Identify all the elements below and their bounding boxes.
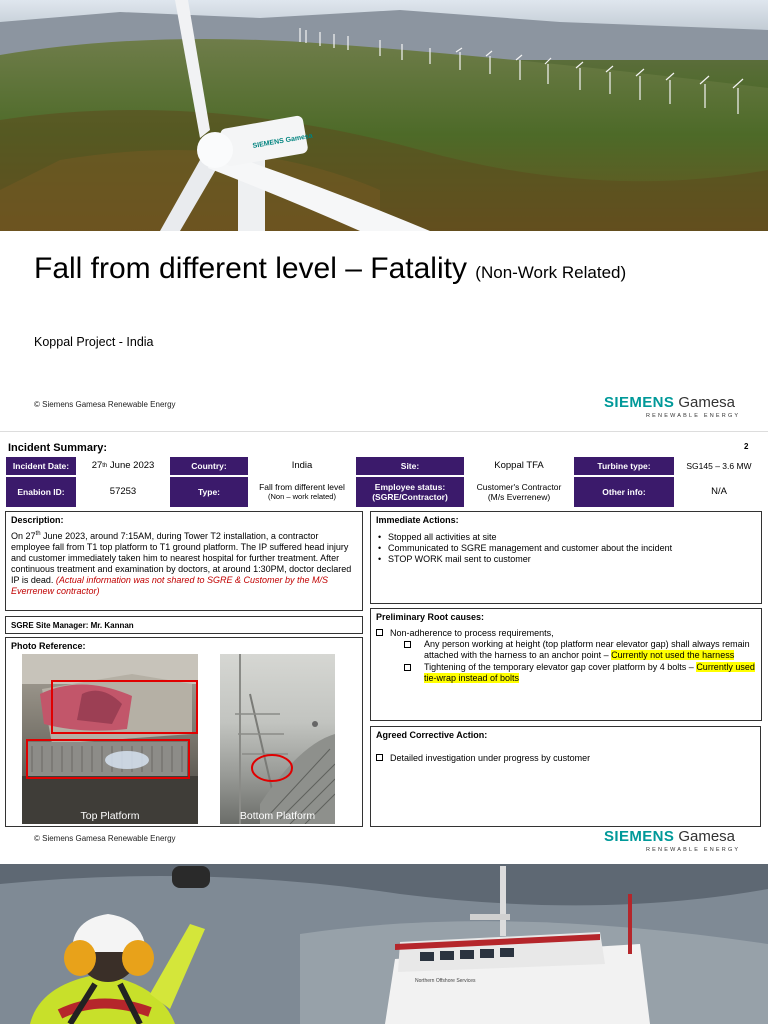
checkbox-square-icon [376, 754, 383, 761]
immediate-action-item: • Stopped all activities at site [376, 532, 756, 543]
enabion-id-label: Enabion ID: [6, 477, 76, 507]
incident-date-rest: June 2023 [107, 460, 155, 471]
corrective-action-item [376, 753, 755, 764]
logo-word-gamesa: Gamesa [678, 828, 736, 845]
immediate-actions-box [370, 511, 762, 604]
logo-tagline: RENEWABLE ENERGY [646, 847, 741, 853]
site-manager-box: SGRE Site Manager: Mr. Kannan [5, 616, 363, 634]
incident-date-day: 27 [91, 460, 103, 471]
hub-brand-text: SIEMENS Gamesa [252, 132, 314, 150]
vessel-name-text: Northern Offshore Services [415, 978, 476, 984]
checkbox-square-icon [404, 664, 411, 671]
siemens-gamesa-logo [604, 828, 744, 853]
checkbox-square-icon [376, 629, 383, 636]
slide-title [34, 252, 626, 290]
root-cause-sub-1-text: Any person working at height (top platform near elevator gap) shall always remain attached with the harness to an anchor point – [424, 639, 750, 660]
offshore-scene-illustration [0, 864, 768, 1024]
type-value [250, 477, 354, 507]
slide-title-sub: (Non-Work Related) [475, 263, 627, 282]
country-value: India [291, 460, 313, 471]
turbine-type-value: SG145 – 3.6 MW [686, 461, 752, 471]
logo-word-gamesa: Gamesa [678, 394, 736, 411]
incident-summary-slide [0, 431, 768, 864]
offshore-worker-image [0, 864, 768, 1024]
type-value-line2: (Non – work related) [268, 492, 336, 501]
site-label: Site: [356, 457, 464, 475]
enabion-id-value: 57253 [109, 486, 137, 497]
description-text-a: On 27 [11, 531, 36, 541]
immediate-actions-list [376, 532, 756, 565]
root-cause-main [376, 628, 756, 639]
description-text-sup: th [35, 531, 41, 537]
turbine-type-label: Turbine type: [574, 457, 674, 475]
photo-reference-heading: Photo Reference: [11, 641, 86, 651]
top-platform-photo-illustration [22, 654, 198, 824]
employee-status-label-line1: Employee status: [374, 482, 446, 492]
root-causes-heading: Preliminary Root causes: [376, 612, 485, 622]
root-causes-box [370, 608, 762, 721]
description-text-b: June 2023, around 7:15AM, during Tower T2 installation, a contractor employee fall from T1 top platform to T1 ground platform. The IP suffered head injury and customer immediately taken him to nearest hospital for further treatment. After continuous treatment and examination by doctors, at around 1:30PM, doctor declared IP is dead. [11, 531, 352, 585]
bottom-platform-photo-illustration [220, 654, 335, 824]
type-label: Type: [170, 477, 248, 507]
hero-wind-farm-image [0, 0, 768, 231]
bottom-platform-caption: Bottom Platform [239, 810, 316, 822]
root-cause-sub-1 [404, 639, 756, 661]
incident-date-label: Incident Date: [6, 457, 76, 475]
type-value-line1: Fall from different level [259, 482, 345, 492]
page-number: 2 [744, 442, 749, 451]
description-text [11, 529, 357, 597]
incident-summary-heading: Incident Summary: [8, 442, 108, 454]
description-note: (Actual information was not shared to SGRE & Customer by the M/S Everrenew contractor) [11, 575, 328, 596]
root-cause-sub-1-highlight: Currently not used the harness [611, 650, 735, 660]
copyright-text: © Siemens Gamesa Renewable Energy [34, 400, 176, 409]
title-slide [0, 0, 768, 431]
wind-farm-illustration [0, 0, 768, 231]
slide-title-main: Fall from different level – Fatality [34, 252, 467, 285]
other-info-label: Other info: [574, 477, 674, 507]
top-platform-photo [22, 654, 198, 824]
employee-status-value-line2: (M/s Everrenew) [487, 492, 551, 502]
employee-status-label [356, 477, 464, 507]
other-info-value: N/A [711, 486, 727, 497]
project-name: Koppal Project - India [34, 335, 154, 349]
root-cause-sub-2-text: Tightening of the temporary elevator gap cover platform by 4 bolts – [424, 662, 697, 672]
root-cause-main-text: Non-adherence to process requirements, [390, 628, 554, 638]
siemens-gamesa-logo [604, 394, 744, 419]
logo-word-siemens: SIEMENS [604, 828, 675, 845]
incident-date-sup: th [102, 463, 108, 469]
immediate-action-item: • STOP WORK mail sent to customer [376, 554, 756, 565]
incident-date-value [78, 457, 168, 475]
checkbox-square-icon [404, 641, 411, 648]
root-cause-sub-2-highlight: Currently used tie-wrap instead of bolts [424, 662, 755, 683]
logo-word-siemens: SIEMENS [604, 394, 675, 411]
copyright-text: © Siemens Gamesa Renewable Energy [34, 834, 176, 843]
corrective-action-box [370, 726, 761, 827]
site-value: Koppal TFA [494, 460, 544, 471]
employee-status-value [466, 477, 572, 507]
logo-tagline: RENEWABLE ENERGY [646, 413, 741, 419]
employee-status-label-line2: (SGRE/Contractor) [372, 492, 448, 502]
corrective-action-heading: Agreed Corrective Action: [376, 730, 488, 740]
immediate-action-item: • Communicated to SGRE management and customer about the incident [376, 543, 756, 554]
bottom-platform-photo [220, 654, 335, 824]
immediate-actions-heading: Immediate Actions: [376, 515, 459, 525]
corrective-action-item-text: Detailed investigation under progress by customer [390, 753, 591, 763]
root-cause-sub-2 [404, 662, 756, 684]
employee-status-value-line1: Customer's Contractor [476, 482, 562, 492]
top-platform-caption: Top Platform [80, 810, 140, 822]
country-label: Country: [170, 457, 248, 475]
description-heading: Description: [11, 515, 64, 525]
description-box [5, 511, 363, 611]
